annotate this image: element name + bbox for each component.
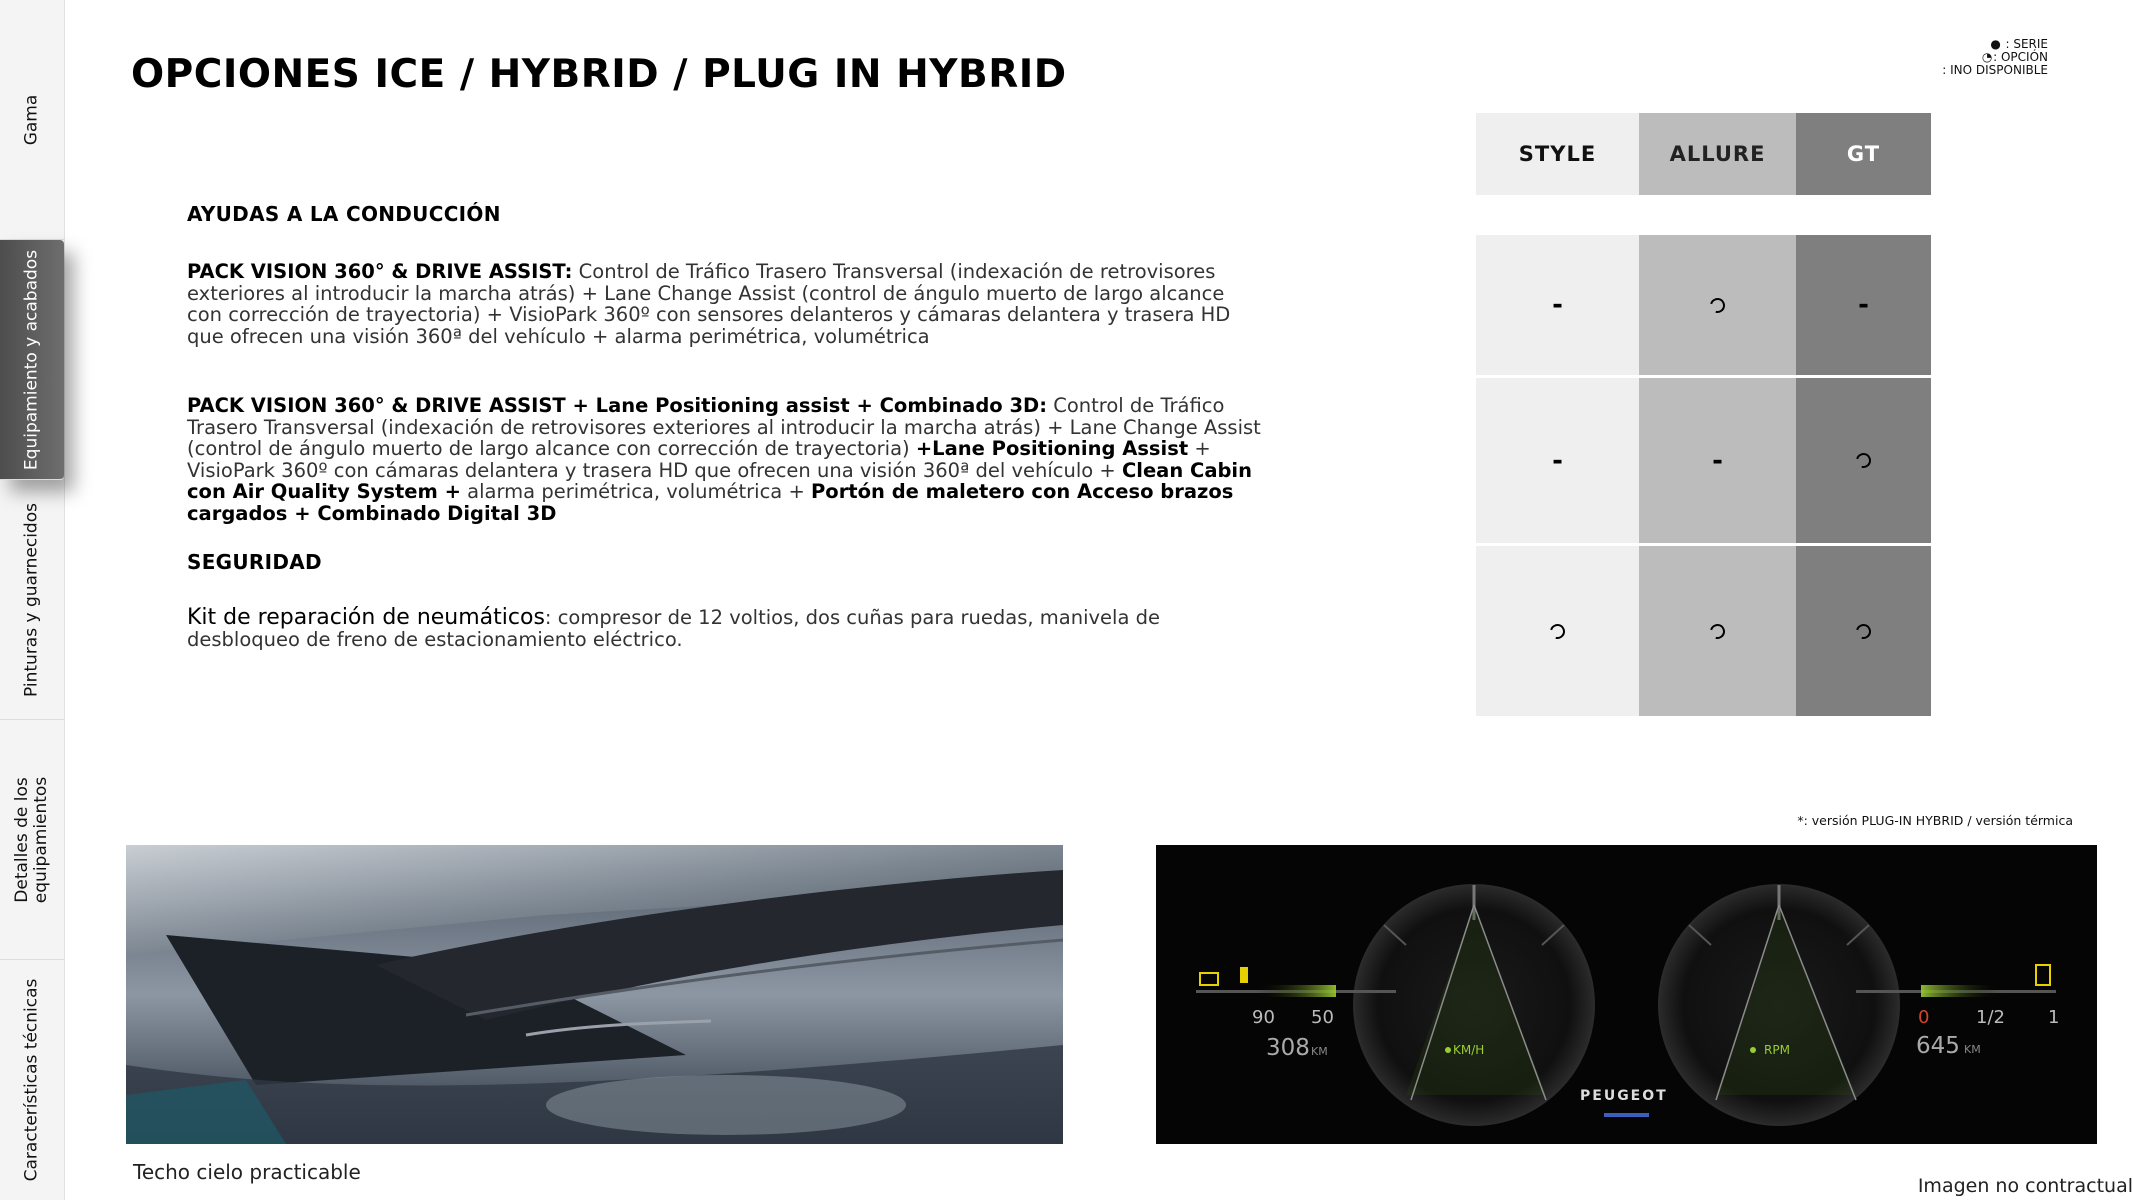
option-circle-icon	[1853, 450, 1873, 470]
temp-high: 50	[1311, 1007, 1334, 1028]
range-left: 308	[1266, 1035, 1310, 1061]
nav-tab-pinturas[interactable]	[0, 480, 64, 720]
range-left-unit: KM	[1311, 1045, 1328, 1058]
table-cell-style	[1476, 546, 1639, 716]
nav-tab-label: Gama	[21, 94, 42, 145]
disclaimer: Imagen no contractual	[1917, 1175, 2133, 1197]
instrument-cluster-image	[1156, 845, 2097, 1144]
fuel-full: 1	[2048, 1007, 2060, 1028]
nav-tab-gama[interactable]	[0, 0, 64, 240]
pack-vision-description: Control de Tráfico Trasero Transversal (indexación de retrovisores exteriores al introducir la marcha atrás) + Lane Change Assist (control de ángulo muerto de largo alcance con corrección de trayectoria) + VisioPark 360º con sensores delanteros y cámaras delantera y trasera HD que ofrecen una visión 360ª del vehículo + alarma perimétrica, volumétrica	[187, 260, 1231, 348]
speed-unit: KM/H	[1453, 1043, 1485, 1057]
table-cell-gt	[1796, 546, 1931, 716]
legend-opcion: : OPCIÓN	[1993, 50, 2048, 64]
column-header-allure: ALLURE	[1639, 113, 1796, 195]
fuel-empty: 0	[1918, 1007, 1930, 1028]
nav-tab-label: Detalles de los equipamientos	[12, 776, 51, 903]
pack-vision-lane-bold-1: +Lane Positioning Assist	[915, 437, 1189, 460]
table-cell-gt	[1796, 235, 1931, 375]
kit-reparacion-name: Kit de reparación de neumáticos	[187, 605, 545, 630]
column-header-gt: GT	[1796, 113, 1931, 195]
brand-logo: PEUGEOT	[1580, 1088, 1668, 1104]
column-header-style: STYLE	[1476, 113, 1639, 195]
kit-reparacion-description: : compresor de 12 voltios, dos cuñas para ruedas, manivela de desbloqueo de freno de estacionamiento eléctrico.	[187, 606, 1160, 651]
pack-vision-lane-name: PACK VISION 360° & DRIVE ASSIST + Lane Positioning assist + Combinado 3D:	[187, 394, 1048, 417]
legend-serie: : SERIE	[2005, 37, 2048, 51]
table-cell-style	[1476, 235, 1639, 375]
option-circle-icon	[1547, 621, 1567, 641]
pack-vision-lane-item	[187, 395, 1272, 524]
footnote: *: versión PLUG-IN HYBRID / versión térmica	[1797, 813, 2073, 828]
range-right-unit: KM	[1964, 1043, 1981, 1056]
legend-no-disponible: : INO DISPONIBLE	[1942, 63, 2048, 77]
nav-tab-equipamiento[interactable]	[0, 240, 64, 480]
table-cell-allure	[1639, 235, 1796, 375]
sunroof-caption: Techo cielo practicable	[133, 1160, 361, 1184]
kit-reparacion-item	[187, 607, 1227, 650]
table-cell-allure	[1639, 378, 1796, 543]
option-circle-icon	[1707, 621, 1727, 641]
nav-tab-caracteristicas[interactable]	[0, 960, 64, 1200]
table-cell-style	[1476, 378, 1639, 543]
pack-vision-lane-bold-3: Portón de maletero con Acceso brazos cargados + Combinado Digital 3D	[187, 480, 1234, 525]
sunroof-illustration	[126, 845, 1063, 1144]
not-available-dash: -	[1552, 290, 1563, 320]
sunroof-image	[126, 845, 1063, 1144]
legend	[1942, 38, 2048, 77]
pack-vision-lane-desc-1: Control de Tráfico Trasero Transversal (indexación de retrovisores exteriores al introducir la marcha atrás) + Lane Change Assist (control de ángulo muerto de largo alcance con corrección de trayectoria)	[187, 394, 1261, 460]
option-circle-icon: ◔	[1981, 50, 1993, 64]
option-circle-icon	[1853, 621, 1873, 641]
not-available-dash: -	[1712, 445, 1723, 476]
pack-vision-name: PACK VISION 360° & DRIVE ASSIST:	[187, 260, 573, 283]
rpm-unit: RPM	[1764, 1043, 1790, 1057]
table-cell-gt	[1796, 378, 1931, 543]
not-available-dash: -	[1552, 445, 1563, 476]
section-heading-seguridad: SEGURIDAD	[187, 550, 322, 574]
pack-vision-lane-bold-2: Clean Cabin con Air Quality System +	[187, 458, 1252, 503]
section-heading-ayudas: AYUDAS A LA CONDUCCIÓN	[187, 202, 501, 226]
pack-vision-item	[187, 261, 1262, 347]
pack-vision-lane-desc-2: + VisioPark 360º con cámaras delantera y trasera HD que ofrecen una visión 360ª del vehículo +	[187, 437, 1211, 482]
page-title: OPCIONES ICE / HYBRID / PLUG IN HYBRID	[131, 52, 1067, 97]
table-cell-allure	[1639, 546, 1796, 716]
not-available-dash: -	[1858, 290, 1869, 320]
nav-tab-label: Equipamiento y acabados	[21, 249, 42, 470]
range-right: 645	[1916, 1033, 1960, 1059]
serie-dot-icon: ●	[1990, 37, 2001, 51]
side-navigation	[0, 0, 65, 1200]
temp-low: 90	[1252, 1007, 1275, 1028]
nav-tab-label: Características técnicas	[21, 978, 42, 1182]
pack-vision-lane-desc-3: alarma perimétrica, volumétrica +	[460, 480, 811, 503]
fuel-half: 1/2	[1976, 1007, 2005, 1028]
option-circle-icon	[1707, 295, 1727, 315]
nav-tab-label: Pinturas y guarnecidos	[21, 502, 42, 697]
nav-tab-detalles[interactable]	[0, 720, 64, 960]
